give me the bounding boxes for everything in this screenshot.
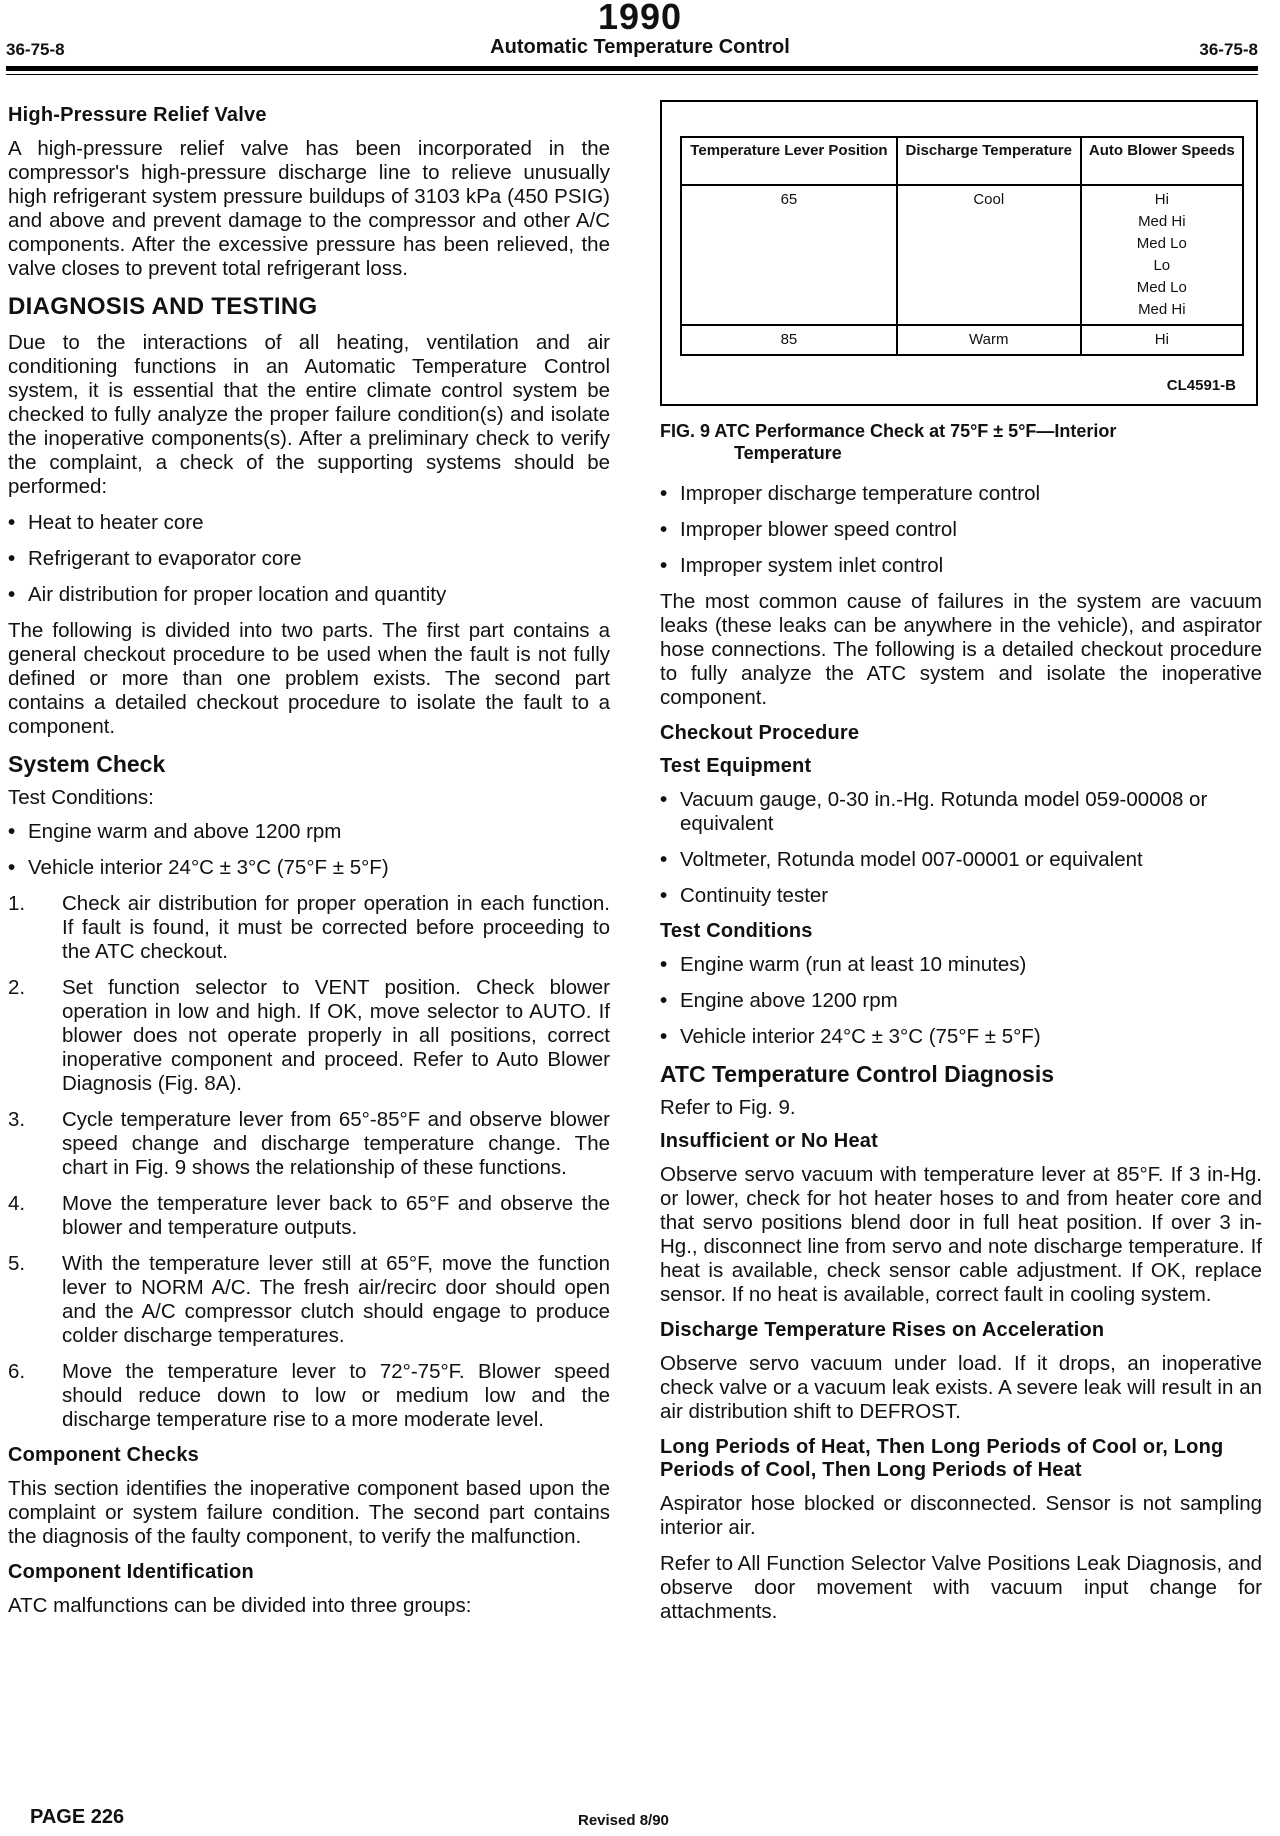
component-checks-text: This section identifies the inoperative component based upon the complaint or system failure condition. The second part contains the diagnosis of the faulty component, to verify the malfunction. [8, 1477, 610, 1548]
table-cell: Cool [897, 185, 1081, 325]
relief-valve-heading: High-Pressure Relief Valve [8, 104, 267, 126]
list-item: • Vehicle interior 24°C ± 3°C (75°F ± 5°F) [660, 1025, 1041, 1048]
bullet-icon: • [8, 583, 16, 606]
step-item: 6. Move the temperature lever to 72°-75°F. Blower speed should reduce down to low or medium low and the discharge temperature rise to a more moderate level. [8, 1360, 610, 1431]
header-title: Automatic Temperature Control [490, 36, 790, 58]
table-row [681, 325, 1243, 355]
header-year: 1990 [597, 0, 683, 37]
insufficient-heat-text: Observe servo vacuum with temperature lever at 85°F. If 3 in-Hg. or lower, check for hot heater hoses to and from heater core and that servo positions blend door in full heat position. If over 3 in-Hg., disconnect line from servo and note discharge temperature. If heat is available, check sensor cable adjustment. If OK, replace sensor. If no heat is available, correct fault in cooling system. [660, 1163, 1262, 1306]
step-item: 2. Set function selector to VENT position. Check blower operation in low and high. If OK, move selector to AUTO. If blower does not operate properly in all positions, correct inoperative component and proceed. Refer to Auto Blower Diagnosis (Fig. 8A). [8, 976, 610, 1095]
malfunction-groups-list [660, 482, 1262, 578]
common-cause-text: The most common cause of failures in the system are vacuum leaks (these leaks can be anywhere in the vehicle), and aspirator hose connections. The following is a detailed checkout procedure to fully analyze the ATC system and isolate the inoperative component. [660, 590, 1262, 709]
bullet-icon: • [8, 547, 16, 570]
table-header: Auto Blower Speeds [1081, 137, 1243, 185]
component-checks-heading: Component Checks [8, 1444, 200, 1466]
bullet-icon: • [660, 1025, 668, 1048]
insufficient-heat-heading: Insufficient or No Heat [660, 1130, 878, 1152]
refer-fig-text: Refer to Fig. 9. [660, 1096, 796, 1119]
test-conditions-label: Test Conditions: [8, 786, 154, 809]
diagnosis-text: Due to the interactions of all heating, ventilation and air conditioning functions in an Automatic Temperature Control system, it is essential that the entire climate control system be checked to fully analyze the proper failure condition(s) and isolate the inoperative components(s). After a preliminary check to verify the complaint, a check of the supporting systems should be performed: [8, 331, 610, 498]
discharge-rises-text: Observe servo vacuum under load. If it drops, an inoperative check valve or a vacuum leak exists. A severe leak will result in an air distribution shift to DEFROST. [660, 1352, 1262, 1423]
list-item: • Air distribution for proper location and quantity [8, 583, 447, 606]
atc-diagnosis-heading: ATC Temperature Control Diagnosis [660, 1061, 1055, 1087]
list-item: • Improper discharge temperature control [660, 482, 1041, 505]
bullet-icon: • [8, 856, 16, 879]
figure-9-box [660, 100, 1258, 406]
list-item: • Heat to heater core [8, 511, 204, 534]
table-row [681, 185, 1243, 325]
header-section-left: 36-75-8 [6, 40, 65, 59]
right-column [660, 100, 1262, 1636]
table-header: Discharge Temperature [897, 137, 1081, 185]
bullet-icon: • [660, 848, 668, 871]
bullet-icon: • [660, 884, 668, 907]
step-item: 4. Move the temperature lever back to 65°F and observe the blower and temperature outputs. [8, 1192, 610, 1239]
left-column [8, 100, 610, 1630]
long-periods-text-1: Aspirator hose blocked or disconnected. Sensor is not sampling interior air. [660, 1492, 1262, 1539]
step-item: 1. Check air distribution for proper operation in each function. If fault is found, it must be corrected before proceeding to the ATC checkout. [8, 892, 610, 963]
list-item: • Engine warm (run at least 10 minutes) [660, 953, 1027, 976]
figure-code: CL4591-B [1166, 377, 1236, 394]
bullet-icon: • [660, 482, 668, 505]
bullet-icon: • [660, 518, 668, 541]
table-cell: Hi Med Hi Med Lo Lo Med Lo Med Hi [1081, 185, 1243, 325]
revision-note: Revised 8/90 [578, 1812, 669, 1829]
list-item: • Improper system inlet control [660, 554, 944, 577]
component-identification-text: ATC malfunctions can be divided into three groups: [8, 1594, 472, 1617]
list-item: • Improper blower speed control [660, 518, 957, 541]
system-check-steps [8, 892, 610, 1432]
long-periods-heading: Long Periods of Heat, Then Long Periods of Cool or, Long Periods of Cool, Then Long Periods of Heat [660, 1436, 1224, 1481]
bullet-icon: • [8, 820, 16, 843]
table-cell: 85 [681, 325, 897, 355]
test-conditions-list-right [660, 953, 1262, 1049]
bullet-icon: • [660, 989, 668, 1012]
table-cell: 65 [681, 185, 897, 325]
step-item: 5. With the temperature lever still at 65°F, move the function lever to NORM A/C. The fresh air/recirc door should open and the A/C compressor clutch should engage to produce colder discharge temperatures. [8, 1252, 610, 1347]
list-item: • Voltmeter, Rotunda model 007-00001 or equivalent [660, 848, 1143, 871]
bullet-icon: • [660, 953, 668, 976]
table-cell: Hi [1081, 325, 1243, 355]
header-rule-thin [6, 74, 1258, 75]
test-conditions-heading: Test Conditions [660, 920, 813, 942]
step-item: 3. Cycle temperature lever from 65°-85°F and observe blower speed change and discharge temperature change. The chart in Fig. 9 shows the relationship of these functions. [8, 1108, 610, 1179]
support-systems-list [8, 511, 610, 607]
bullet-icon: • [8, 511, 16, 534]
page-number: PAGE 226 [30, 1806, 125, 1828]
bullet-icon: • [660, 788, 668, 811]
system-check-heading: System Check [8, 751, 166, 777]
test-conditions-list [8, 820, 610, 880]
test-equipment-list [660, 788, 1262, 908]
component-identification-heading: Component Identification [8, 1561, 254, 1583]
checkout-procedure-heading: Checkout Procedure [660, 722, 860, 744]
list-item: • Vacuum gauge, 0-30 in.-Hg. Rotunda model 059-00008 or equivalent [660, 788, 1208, 835]
long-periods-text-2: Refer to All Function Selector Valve Positions Leak Diagnosis, and observe door movement with vacuum input change for attachments. [660, 1552, 1262, 1623]
relief-valve-text: A high-pressure relief valve has been incorporated in the compressor's high-pressure discharge line to relieve unusually high refrigerant system pressure buildups of 3103 kPa (450 PSIG) and above and prevent damage to the compressor and other A/C components. After the excessive pressure has been relieved, the valve closes to prevent total refrigerant loss. [8, 137, 610, 280]
list-item: • Refrigerant to evaporator core [8, 547, 302, 570]
bullet-icon: • [660, 554, 668, 577]
test-equipment-heading: Test Equipment [660, 755, 812, 777]
performance-table [680, 136, 1244, 356]
list-item: • Engine warm and above 1200 rpm [8, 820, 342, 843]
list-item: • Engine above 1200 rpm [660, 989, 898, 1012]
figure-caption: FIG. 9 ATC Performance Check at 75°F ± 5°F—Interior Temperature [660, 421, 1117, 463]
list-item: • Continuity tester [660, 884, 829, 907]
discharge-rises-heading: Discharge Temperature Rises on Acceleration [660, 1319, 1105, 1341]
two-parts-text: The following is divided into two parts. The first part contains a general checkout procedure to be used when the fault is not fully defined or more than one problem exists. The second part contains a detailed checkout procedure to isolate the fault to a component. [8, 619, 610, 738]
header-rule [6, 66, 1258, 71]
table-cell: Warm [897, 325, 1081, 355]
table-header: Temperature Lever Position [681, 137, 897, 185]
list-item: • Vehicle interior 24°C ± 3°C (75°F ± 5°F) [8, 856, 389, 879]
diagnosis-heading: DIAGNOSIS AND TESTING [8, 293, 318, 320]
header-section-right: 36-75-8 [1199, 40, 1258, 59]
